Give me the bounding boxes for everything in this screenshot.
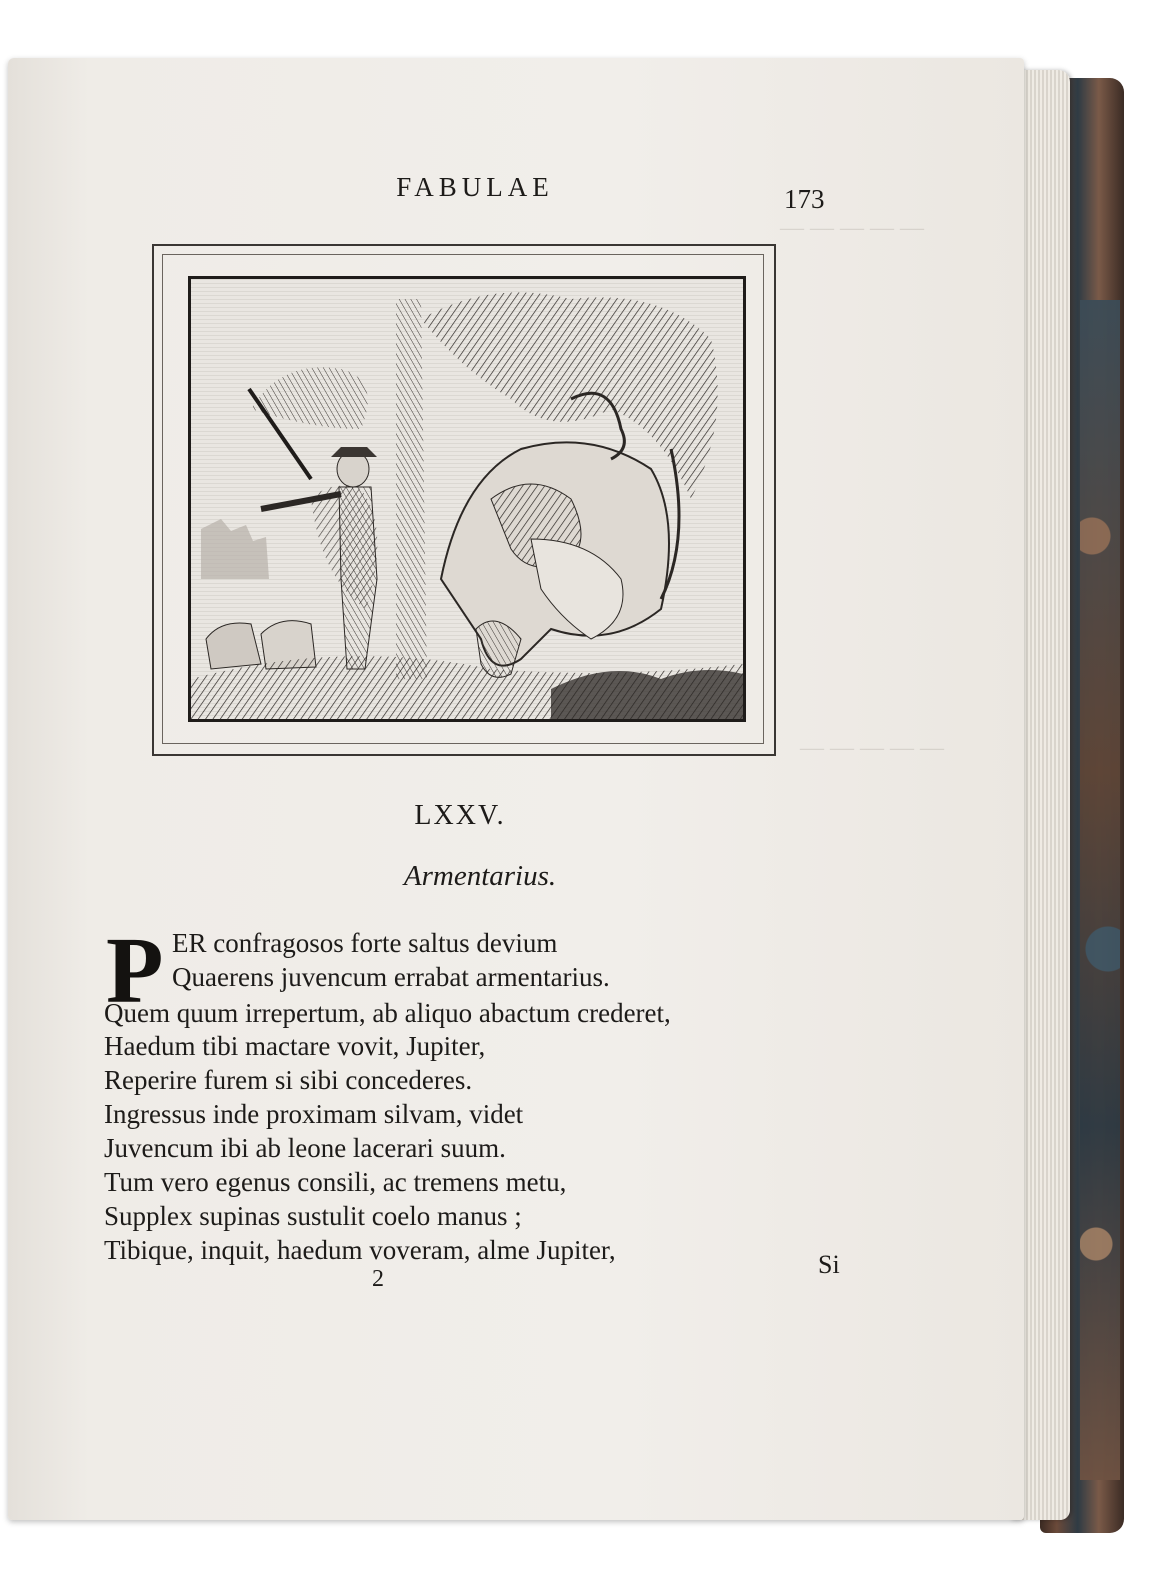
verse-line: Tum vero egenus consili, ac tremens metu, xyxy=(104,1167,567,1197)
engraving-illustration xyxy=(188,276,746,722)
verse-line: Ingressus inde proximam silvam, videt xyxy=(104,1099,524,1129)
verse-line: Juvencum ibi ab leone lacerari suum. xyxy=(104,1133,506,1163)
engraving-drawing xyxy=(191,279,743,719)
drop-cap: P xyxy=(106,919,164,1023)
page-number: 173 xyxy=(784,184,825,214)
verse-line: Haedum tibi mactare vovit, Jupiter, xyxy=(104,1031,486,1061)
catchword: Si xyxy=(818,1250,840,1279)
verse-line: Reperire furem si sibi concederes. xyxy=(104,1065,473,1095)
fable-number: LXXV. xyxy=(414,800,506,831)
show-through: — — — — — xyxy=(800,735,944,761)
verse-line: Quem quum irrepertum, ab aliquo abactum crederet, xyxy=(104,998,671,1028)
verse-line-1: ER confragosos forte saltus devium xyxy=(172,928,558,958)
running-head: FABULAE xyxy=(396,172,554,202)
shrubs xyxy=(551,670,743,719)
signature-mark: 2 xyxy=(372,1266,384,1292)
verse-line: Supplex supinas sustulit coelo manus ; xyxy=(104,1201,522,1231)
fable-title: Armentarius. xyxy=(403,860,557,892)
show-through: — — — — — xyxy=(780,215,924,241)
marbled-board xyxy=(1080,300,1120,1480)
verse-line: Quaerens juvencum errabat armentarius. xyxy=(172,962,610,992)
verse-line: Tibique, inquit, haedum voveram, alme Jupiter, xyxy=(104,1235,616,1265)
